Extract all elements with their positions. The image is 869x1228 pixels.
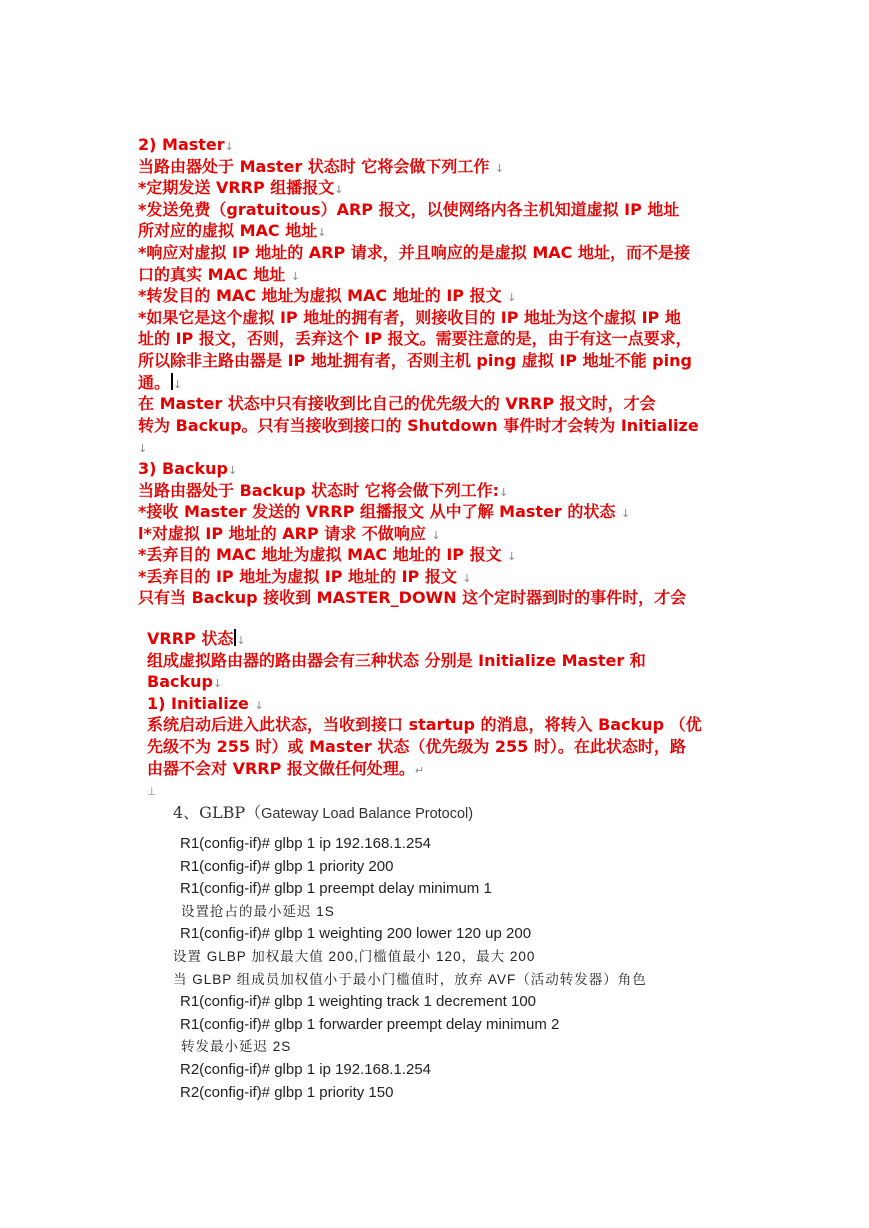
line-text: 组成虚拟路由器的路由器会有三种状态 分别是 Initialize Master 和 <box>147 650 646 670</box>
config-command: R1(config-if)# glbp 1 weighting track 1 decrement 100 <box>180 993 537 1011</box>
line-text: 1) Initialize <box>147 693 255 713</box>
vrrp-states-section <box>147 628 702 801</box>
line-text: 口的真实 MAC 地址 <box>138 264 291 284</box>
line-text: 在 Master 状态中只有接收到比自己的优先级大的 VRRP 报文时，才会 <box>138 394 656 414</box>
config-command: R1(config-if)# glbp 1 forwarder preempt delay minimum 2 <box>180 1015 560 1033</box>
line-text: 通。 <box>138 372 171 392</box>
text-line <box>147 628 702 650</box>
config-note: 设置抢占的最小延迟 1S <box>181 903 335 919</box>
line-text: Backup <box>147 672 213 692</box>
line-text: 当路由器处于 Backup 状态时 它将会做下列工作: <box>138 480 500 500</box>
glbp-heading <box>173 800 473 823</box>
glbp-config-list <box>173 833 647 1104</box>
text-line <box>138 220 699 242</box>
text-line <box>147 779 702 801</box>
paragraph-mark: ↓ <box>334 183 344 197</box>
text-line <box>138 523 699 545</box>
line-text: 3) Backup <box>138 458 228 478</box>
paragraph-mark: ↓ <box>499 485 509 499</box>
line-text: 转为 Backup。只有当接收到接口的 Shutdown 事件时才会转为 Initialize <box>138 415 699 435</box>
paragraph-mark: ↓ <box>431 528 441 542</box>
text-line <box>138 285 699 307</box>
paragraph-mark: ↓ <box>317 226 327 240</box>
line-text: *发送免费（gratuitous）ARP 报文，以使网络内各主机知道虚拟 IP 地址 <box>138 199 680 219</box>
text-line <box>138 415 699 437</box>
config-command: R2(config-if)# glbp 1 ip 192.168.1.254 <box>180 1060 432 1078</box>
text-line <box>138 436 699 458</box>
paragraph-mark: ↓ <box>224 140 234 153</box>
paragraph-mark: ↓ <box>227 463 238 477</box>
line-text: 由器不会对 VRRP 报文做任何处理。 <box>147 758 415 778</box>
text-line <box>138 458 699 480</box>
line-text: *接收 Master 发送的 VRRP 组播报文 从中了解 Master 的状态 <box>138 502 621 522</box>
text-line <box>138 199 699 221</box>
glbp-heading-title: Gateway Load Balance Protocol) <box>261 806 474 822</box>
config-command: R1(config-if)# glbp 1 weighting 200 lower 120 up 200 <box>180 925 532 943</box>
line-text: 先级不为 255 时）或 Master 状态（优先级为 255 时）。在此状态时，路 <box>147 736 686 756</box>
paragraph-mark: ↓ <box>462 571 472 585</box>
config-command: R1(config-if)# glbp 1 ip 192.168.1.254 <box>180 835 432 852</box>
config-note: 转发最小延迟 2S <box>181 1039 292 1055</box>
text-line <box>138 372 699 394</box>
text-line <box>138 242 699 264</box>
line-text: *转发目的 MAC 地址为虚拟 MAC 地址的 IP 报文 <box>138 286 508 306</box>
config-command: R1(config-if)# glbp 1 priority 200 <box>180 857 394 875</box>
text-line <box>138 501 699 523</box>
text-line <box>147 714 702 736</box>
line-text: 2) Master <box>138 135 225 154</box>
line-text: *如果它是这个虚拟 IP 地址的拥有者，则接收目的 IP 地址为这个虚拟 IP 地 <box>138 307 681 327</box>
line-text: *丢弃目的 MAC 地址为虚拟 MAC 地址的 IP 报文 <box>138 545 508 565</box>
line-text: 所以除非主路由器是 IP 地址拥有者，否则主机 ping 虚拟 IP 地址不能 ping <box>138 350 692 370</box>
config-note: 设置 GLBP 加权最大值 200,门槛值最小 120，最大 200 <box>173 948 536 964</box>
paragraph-mark: ↓ <box>212 677 223 691</box>
paragraph-mark: ↓ <box>254 698 264 712</box>
line-text: l*对虚拟 IP 地址的 ARP 请求 不做响应 <box>138 523 432 543</box>
text-line <box>147 671 702 693</box>
text-line <box>138 587 699 609</box>
text-line <box>138 156 699 178</box>
text-line <box>138 393 699 415</box>
paragraph-mark: ↵ <box>414 763 425 777</box>
text-line <box>138 307 699 329</box>
paragraph-mark: ⊥ <box>147 785 157 799</box>
config-command: R2(config-if)# glbp 1 priority 150 <box>180 1083 394 1101</box>
paragraph-mark: ↓ <box>138 442 148 456</box>
paragraph-mark: ↓ <box>173 377 183 391</box>
text-line <box>147 650 702 672</box>
text-line <box>138 480 699 502</box>
text-line <box>147 758 702 780</box>
paragraph-mark: ↓ <box>620 507 631 521</box>
line-text: 只有当 Backup 接收到 MASTER_DOWN 这个定时器到时的事件时，才会 <box>138 588 687 608</box>
text-line <box>138 264 699 286</box>
line-text: 系统启动后进入此状态，当收到接口 startup 的消息，将转入 Backup （优 <box>147 715 702 735</box>
text-line <box>138 566 699 588</box>
config-note: 当 GLBP 组成员加权值小于最小门槛值时，放弃 AVF（活动转发器）角色 <box>173 971 647 987</box>
glbp-heading-prefix: 4、GLBP（ <box>173 803 262 822</box>
paragraph-mark: ↓ <box>236 634 246 647</box>
line-text: *丢弃目的 IP 地址为虚拟 IP 地址的 IP 报文 <box>138 566 463 586</box>
text-line <box>138 350 699 372</box>
line-text: 当路由器处于 Master 状态时 它将会做下列工作 <box>138 156 495 176</box>
line-text: 址的 IP 报文，否则，丢弃这个 IP 报文。需要注意的是，由于有这一点要求， <box>138 329 692 349</box>
line-text: 所对应的虚拟 MAC 地址 <box>138 221 318 241</box>
paragraph-mark: ↓ <box>290 269 300 283</box>
text-line <box>138 544 699 566</box>
text-line <box>138 177 699 199</box>
line-text: *定期发送 VRRP 组播报文 <box>138 178 335 198</box>
text-line <box>147 736 702 758</box>
paragraph-mark: ↓ <box>507 550 517 564</box>
line-text: *响应对虚拟 IP 地址的 ARP 请求，并且响应的是虚拟 MAC 地址，而不是接 <box>138 242 690 262</box>
text-line <box>138 134 699 156</box>
text-line <box>138 328 699 350</box>
vrrp-master-backup-section <box>138 134 699 609</box>
config-command: R1(config-if)# glbp 1 preempt delay minimum 1 <box>180 880 492 898</box>
paragraph-mark: ↓ <box>494 161 505 175</box>
line-text: VRRP 状态 <box>147 629 234 648</box>
text-line <box>147 693 702 715</box>
paragraph-mark: ↓ <box>507 291 517 305</box>
